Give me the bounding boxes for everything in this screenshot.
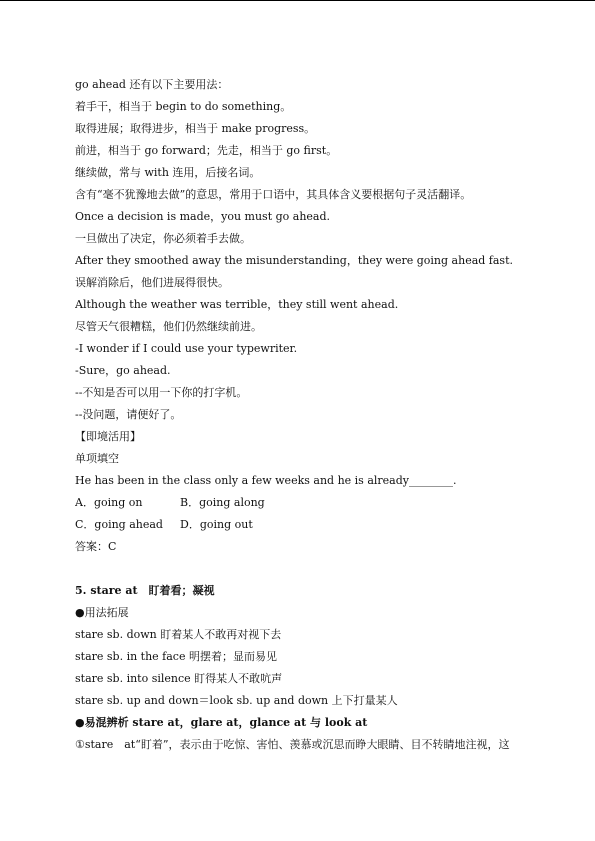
comparison-text: ①stare at“盯着”，表示由于吃惊、害怕、羡慕或沉思而睁大眼睛、目不转睛地注视，这 xyxy=(75,738,510,751)
dialogue-translation: --不知是否可以用一下你的打字机。 xyxy=(75,386,248,399)
dialogue-line: -I wonder if I could use your typewriter. xyxy=(75,342,298,355)
exercise-type: 单项填空 xyxy=(75,452,119,465)
exercise-question: He has been in the class only a few weeks and he is already________. xyxy=(75,474,457,487)
example-translation: 一旦做出了决定，你必须着手去做。 xyxy=(75,232,251,245)
text-line: go ahead 还有以下主要用法： xyxy=(75,78,229,91)
text-line: 继续做，常与 with 连用，后接名词。 xyxy=(75,166,261,179)
dialogue-translation: --没问题，请便好了。 xyxy=(75,408,182,421)
text-line: 含有“毫不犹豫地去做”的意思，常用于口语中，其具体含义要根据句子灵活翻译。 xyxy=(75,188,472,201)
phrase-item: stare sb. down 盯着某人不敢再对视下去 xyxy=(75,628,282,641)
example-sentence: After they smoothed away the misunderstanding，they were going ahead fast. xyxy=(75,254,513,267)
text-line: 着手干，相当于 begin to do something。 xyxy=(75,100,292,113)
dialogue-line: -Sure，go ahead. xyxy=(75,364,171,377)
option-b: B．going along xyxy=(180,496,265,509)
text-line: 前进，相当于 go forward；先走，相当于 go first。 xyxy=(75,144,338,157)
example-sentence: Although the weather was terrible，they still went ahead. xyxy=(75,298,399,311)
section-heading: 5. stare at 盯着看；凝视 xyxy=(75,584,215,597)
exercise-heading: 【即境活用】 xyxy=(75,430,141,443)
option-a: A．going on xyxy=(75,496,143,509)
answer-options-row xyxy=(75,492,545,514)
example-translation: 尽管天气很糟糕，他们仍然继续前进。 xyxy=(75,320,262,333)
text-line: 取得进展；取得进步，相当于 make progress。 xyxy=(75,122,316,135)
option-c: C．going ahead xyxy=(75,518,163,531)
answer-options-row xyxy=(75,514,545,536)
phrase-item: stare sb. up and down＝look sb. up and down 上下打量某人 xyxy=(75,694,398,707)
answer-key: 答案：C xyxy=(75,540,117,553)
example-sentence: Once a decision is made，you must go ahead. xyxy=(75,210,331,223)
option-d: D．going out xyxy=(180,518,253,531)
page-top-border xyxy=(0,0,595,1)
document-body xyxy=(75,74,545,756)
comparison-heading: ●易混辨析 stare at，glare at，glance at 与 look at xyxy=(75,716,368,729)
spacer xyxy=(75,558,545,580)
example-translation: 误解消除后，他们进展得很快。 xyxy=(75,276,229,289)
phrase-item: stare sb. into silence 盯得某人不敢吭声 xyxy=(75,672,283,685)
section-subheading: ●用法拓展 xyxy=(75,606,129,619)
phrase-item: stare sb. in the face 明摆着；显而易见 xyxy=(75,650,277,663)
